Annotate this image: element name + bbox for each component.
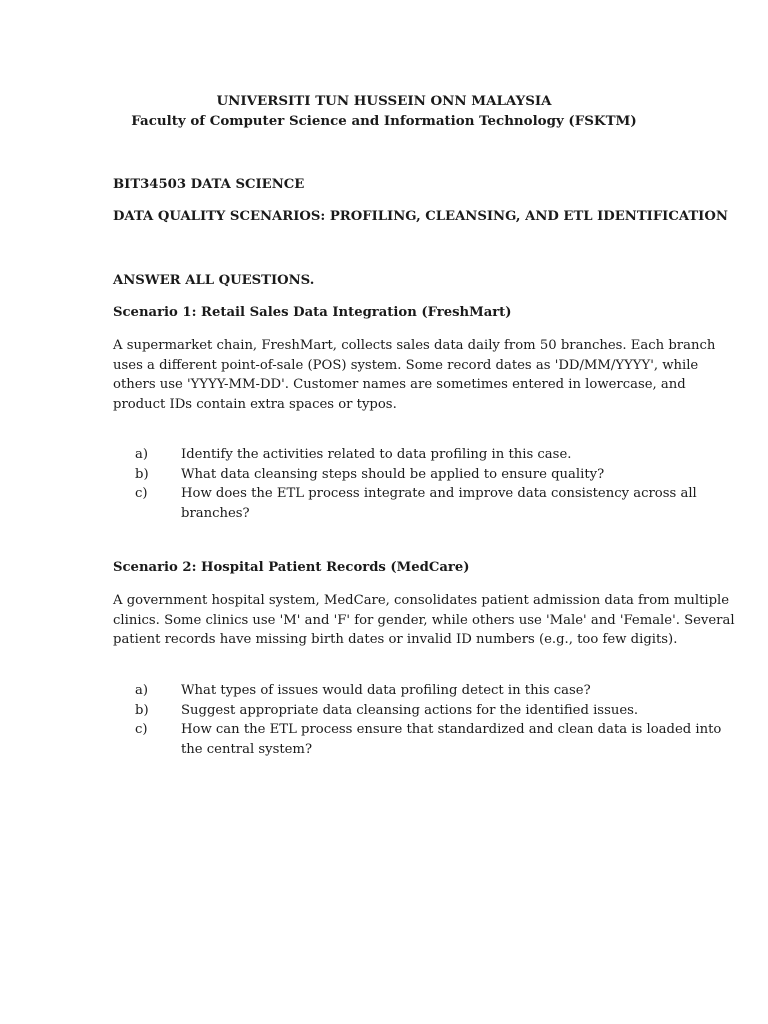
scenario-2-description-line: clinics. Some clinics use 'M' and 'F' for gender, while others use 'Male' and 'Female'. Several: [113, 612, 735, 628]
scenario-1-description: [113, 336, 716, 414]
question-text: How does the ETL process integrate and improve data consistency across all: [181, 486, 697, 501]
university-name: UNIVERSITI TUN HUSSEIN ONN MALAYSIA: [216, 93, 552, 109]
question-item: [113, 701, 661, 721]
scenario-1-description-line: product IDs contain extra spaces or typos.: [113, 396, 397, 412]
question-marker: c): [135, 486, 148, 501]
question-marker: a): [135, 447, 149, 462]
question-marker: a): [135, 683, 149, 698]
scenario-1-description-line: uses a different point-of-sale (POS) system. Some record dates as 'DD/MM/YYYY', while: [113, 357, 699, 373]
topic-title: DATA QUALITY SCENARIOS: PROFILING, CLEANSING, AND ETL IDENTIFICATION: [113, 209, 728, 224]
scenario-2-title: Scenario 2: Hospital Patient Records (MedCare): [113, 560, 470, 575]
scenario-1-questions: [113, 445, 697, 523]
document-header: [0, 92, 768, 131]
scenario-1-title: Scenario 1: Retail Sales Data Integration (FreshMart): [113, 305, 512, 320]
scenario-1-description-line: A supermarket chain, FreshMart, collects sales data daily from 50 branches. Each branch: [113, 338, 716, 353]
instruction: ANSWER ALL QUESTIONS.: [113, 273, 315, 288]
scenario-2-questions: [113, 681, 722, 759]
faculty-name: Faculty of Computer Science and Information Technology (FSKTM): [131, 112, 637, 129]
question-text: What types of issues would data profiling detect in this case?: [181, 683, 591, 698]
question-item: [113, 720, 722, 759]
question-marker: c): [135, 722, 148, 737]
question-text: What data cleansing steps should be applied to ensure quality?: [181, 466, 605, 482]
question-marker: b): [135, 702, 149, 718]
question-item: [113, 465, 661, 485]
question-text: Identify the activities related to data profiling in this case.: [181, 447, 572, 462]
scenario-1-description-line: others use 'YYYY-MM-DD'. Customer names are sometimes entered in lowercase, and: [113, 377, 686, 392]
question-item: [113, 445, 661, 465]
scenario-2-description-line: A government hospital system, MedCare, consolidates patient admission data from multiple: [113, 593, 730, 608]
question-marker: b): [135, 466, 149, 482]
question-text: branches?: [181, 505, 250, 521]
question-item: [113, 681, 661, 701]
question-text: Suggest appropriate data cleansing actions for the identified issues.: [181, 702, 639, 718]
scenario-2-description-line: patient records have missing birth dates or invalid ID numbers (e.g., too few digits).: [113, 632, 678, 647]
course-title: BIT34503 DATA SCIENCE: [113, 177, 305, 192]
question-item: [113, 484, 697, 523]
question-text: How can the ETL process ensure that standardized and clean data is loaded into: [181, 722, 722, 737]
question-text: the central system?: [181, 741, 313, 757]
scenario-2-description: [113, 591, 735, 650]
